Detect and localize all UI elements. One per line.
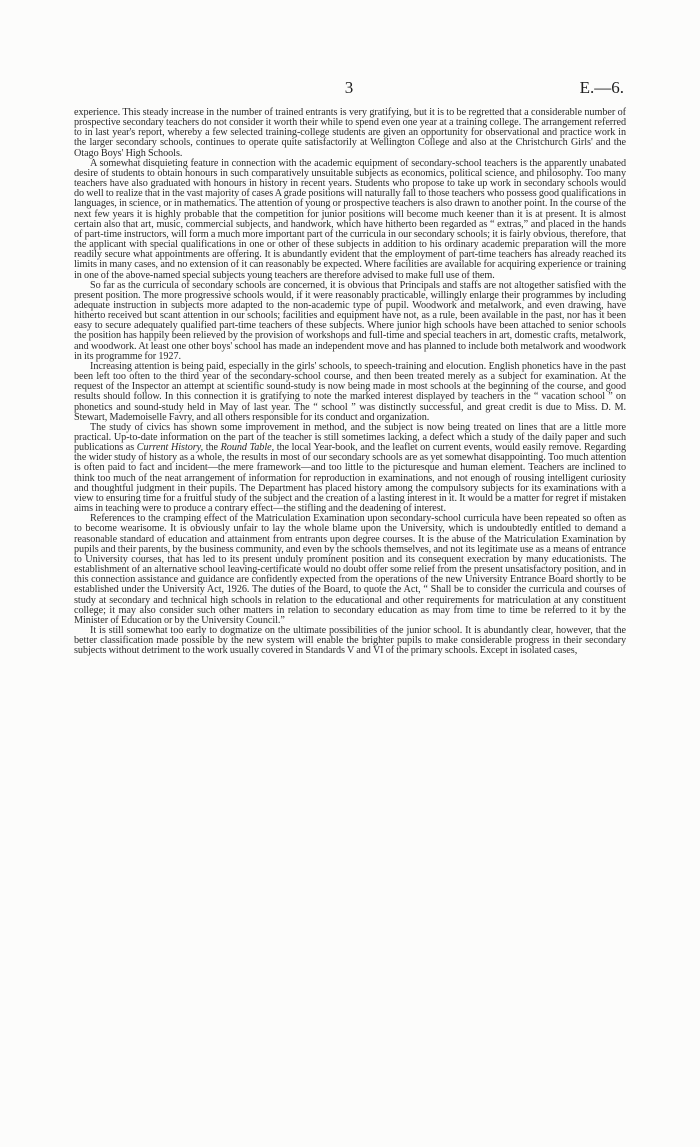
paragraph-teacher-qualifications: A somewhat disquieting feature in connection with the academic equipment of secondary-school teachers is the apparently unabated desire of students to obtain honours in such comparatively unsuitable subjects as economics, political science, and philosophy. Too many teachers have also graduated with honours in history in recent years. Students who propose to take up work in secondary schools would do well to realize that in the vast majority of cases A grade positions will naturally fall to those teachers who possess good qualifications in languages, in science, or in mathematics. The attention of young or prospective teachers is also drawn to another point. In the course of the next few years it is highly probable that the competition for junior positions will become much keener than it is at present. It is almost certain also that art, music, commercial subjects, and handwork, which have hitherto been regarded as “ extras,” and placed in the hands of part-time instructors, will form a much more important part of the curricula in our secondary schools; it is fairly obvious, therefore, that the applicant with special qualifications in one or other of these subjects in addition to his ordinary academic preparation will the more readily secure what appointments are offering. It is abundantly evident that the employment of part-time teachers has already reached its limits in many cases, and no extension of it can reasonably be expected. Where facilities are available for acquiring experience or training in one of the above-named special subjects young teachers are therefore advised to make full use of them. <box>74 157 627 281</box>
document-reference: E.—6. <box>579 78 624 97</box>
body-text <box>74 108 626 656</box>
round-table-title: Round Table, <box>220 442 275 454</box>
paragraph-junior-school: It is still somewhat too early to dogmatize on the ultimate possibilities of the junior school. It is abundantly clear, however, that the better classification made possible by the new system will enable the brighter pupils to make considerable progress in their secondary subjects without detriment to the work usually covered in Standards V and VI of the primary schools. Except in isolated cases, <box>74 624 626 657</box>
paragraph-civics-history <box>74 423 626 514</box>
paragraph-curricula: So far as the curricula of secondary schools are concerned, it is obvious that Principals and staffs are not altogether satisfied with the present position. The more progressive schools would, if it were reasonably practicable, willingly enlarge their programmes by including adequate instruction in subjects more adapted to the non-academic type of pupil. Woodwork and metalwork, and even drawing, have hitherto received but scant attention in our schools; facilities and equipment have not, as a rule, been available in the past, nor has it been easy to secure adequately qualified part-time teachers of these subjects. Where junior high schools have been attached to senior schools the position has happily been relieved by the provision of workshops and full-time and special teachers in art, domestic crafts, metalwork, and woodwork. At least one other boys' school has made an independent move and has planned to include both metalwork and woodwork in its programme for 1927. <box>74 279 626 362</box>
civics-text-before: The study of civics has shown some improvement in method, and the subject is now being treated on lines that are a little more practical. Up-to-date information on the part of the teacher is still sometimes lacking, a defect which a study of the daily paper and such publications as <box>74 421 626 454</box>
paragraph-speech-training: Increasing attention is being paid, especially in the girls' schools, to speech-training and elocution. English phonetics have in the past been left too often to the third year of the secondary-school course, and then been treated merely as a subject for examination. At the request of the Inspector an attempt at scientific sound-study is now being made in most schools at the beginning of the course, and good results should follow. In this connection it is gratifying to note the marked interest displayed by teachers in the “ vacation school ” on phonetics and sound-study held in May of last year. The “ school ” was distinctly successful, and great credit is due to Miss. D. M. Stewart, Mademoiselle Favry, and all others responsible for its conduct and organization. <box>74 360 626 423</box>
civics-text-after: the local Year-book, and the leaflet on current events, would easily remove. Regarding the wider study of history as a whole, the results in most of our secondary schools are as yet somewhat disappointing. Too much attention is often paid to fact and incident—the mere framework—and too little to the picturesque and human element. Teachers are inclined to think too much of the neat arrangement of information for reproduction in examinations, and not enough of rousing intelligent curiosity and thoughtful judgment in their pupils. The Department has placed history among the compulsory subjects for its examinations with a view to ensuring time for a fruitful study of the subject and the creation of a lasting interest in it. It would be a matter for regret if mistaken aims in teaching were to produce a contrary effect—the stifling and the deadening of interest. <box>74 442 626 515</box>
page-number: 3 <box>344 78 354 97</box>
current-history-title: Current History, <box>136 442 204 454</box>
paragraph-matriculation: References to the cramping effect of the Matriculation Examination upon secondary-school curricula have been repeated so often as to become wearisome. It is obviously unfair to lay the whole blame upon the University, which is undoubtedly entitled to demand a reasonable standard of education and attainment from entrants upon degree courses. It is the abuse of the Matriculation Examination by pupils and their parents, by the business community, and even by the schools themselves, and not its legitimate use as a means of entrance to University courses, that has led to its present unduly prominent position and its consequent execration by many educationists. The establishment of an alternative school leaving-certificate would no doubt offer some relief from the present unsatisfactory position, and in this connection assistance and guidance are confidently expected from the operations of the new University Entrance Board shortly to be established under the University Act, 1926. The duties of the Board, to quote the Act, “ Shall be to consider the curricula and courses of study at secondary and technical high schools in relation to the educational and other requirements for matriculation at any constituent college; it may also consider such other matters in relation to secondary education as may from time to time be referred to it by the Minister of Education or by the University Council.” <box>74 513 626 626</box>
paragraph-training-college: experience. This steady increase in the number of trained entrants is very gratifying, but it is to be regretted that a considerable number of prospective secondary teachers do not consider it worth their while to spend even one year at a training college. The arrangement referred to in last year's report, whereby a few selected training-college students are given an opportunity for observational and practice work in the larger secondary schools, continues to operate quite satisfactorily at Wellington College and also at the Christchurch Girls' and the Otago Boys' High Schools. <box>74 107 626 159</box>
civics-text-middle: the <box>203 442 221 454</box>
